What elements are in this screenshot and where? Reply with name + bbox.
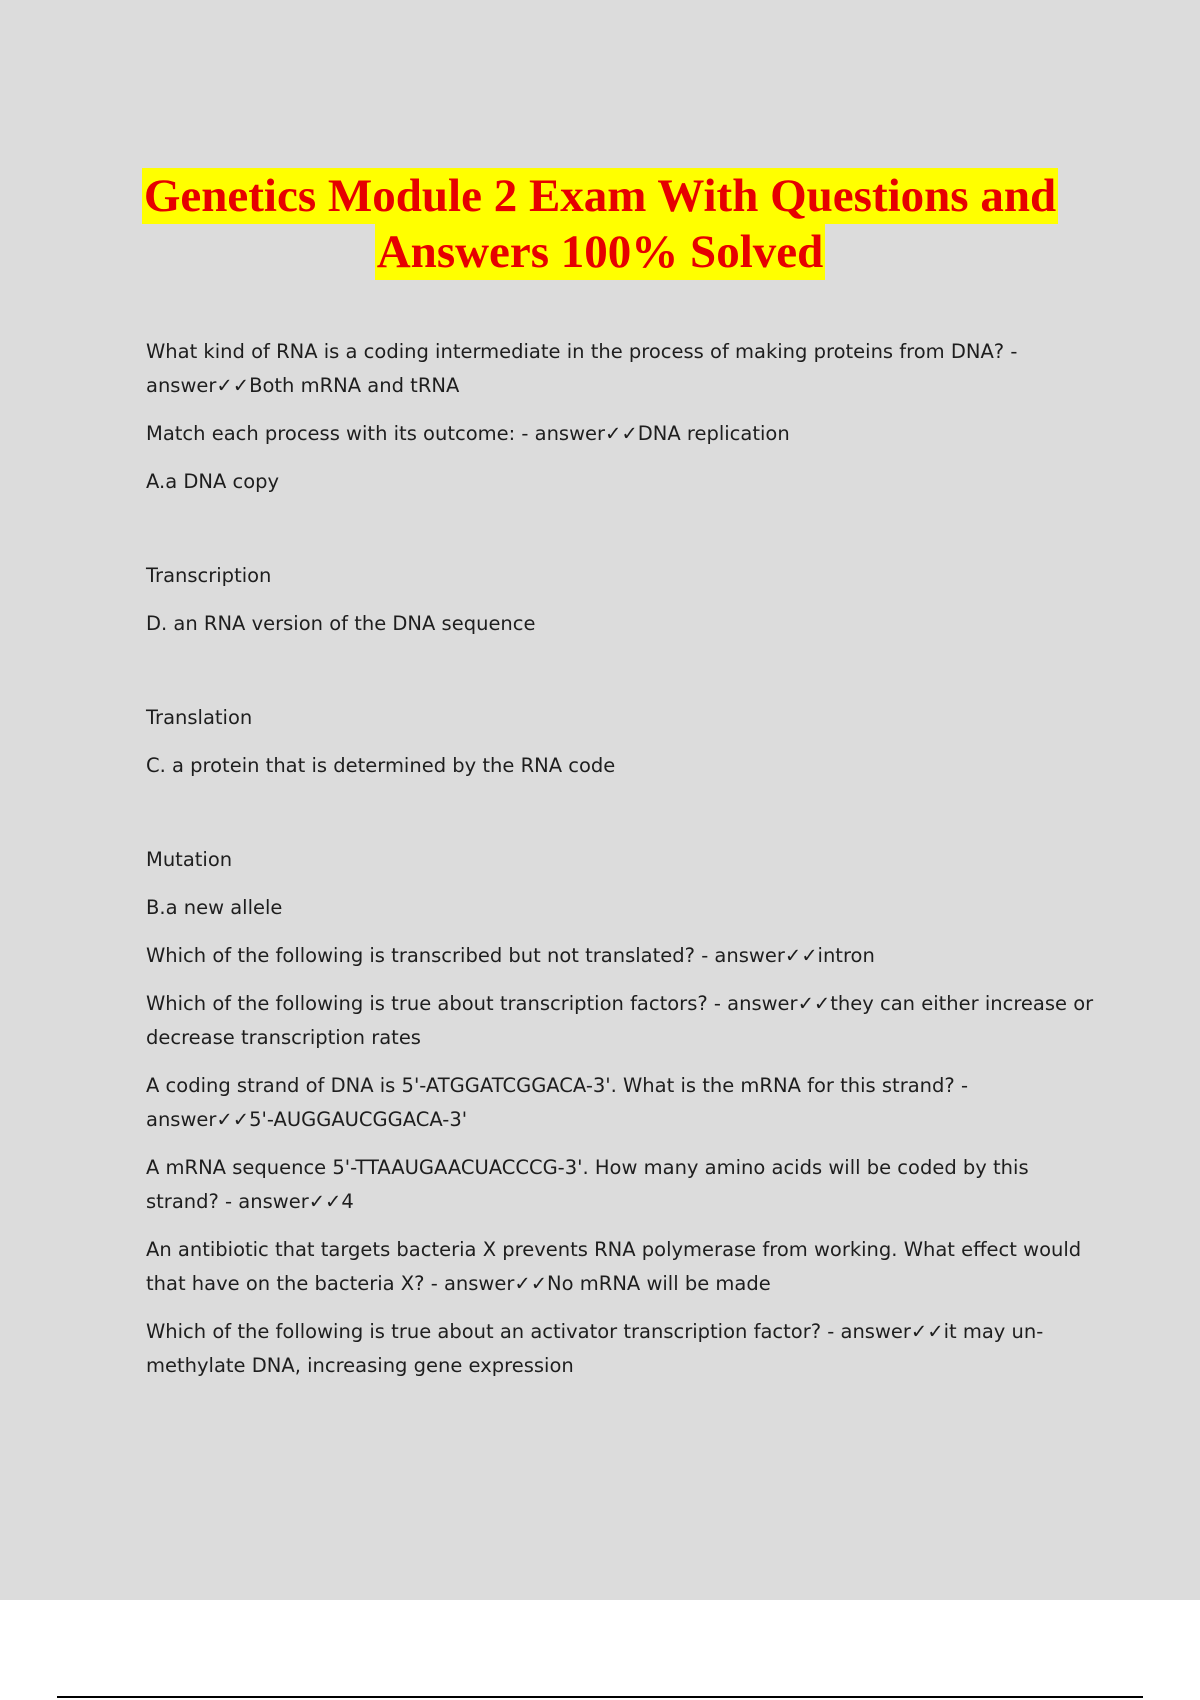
title-line-2: Answers 100% Solved — [376, 226, 824, 278]
qa-paragraph: A coding strand of DNA is 5'-ATGGATCGGACA-3'. What is the mRNA for this strand? - answer✓✓5'-AUGGAUCGGACA-3' — [146, 1074, 968, 1131]
qa-paragraph: A mRNA sequence 5'-TTAAUGAACUACCCG-3'. How many amino acids will be coded by this strand? - answer✓✓4 — [146, 1156, 1029, 1213]
qa-paragraph: An antibiotic that targets bacteria X prevents RNA polymerase from working. What effect would that have on the bacteria X? - answer✓✓No mRNA will be made — [146, 1238, 1082, 1295]
qa-paragraph: Which of the following is true about an activator transcription factor? - answer✓✓it may un-methylate DNA, increasing gene expression — [146, 1320, 1044, 1377]
qa-paragraph: Which of the following is transcribed but not translated? - answer✓✓intron — [146, 944, 875, 967]
match-outcome: B.a new allele — [146, 896, 283, 919]
qa-paragraph: What kind of RNA is a coding intermediate in the process of making proteins from DNA? - answer✓✓Both mRNA and tRNA — [146, 340, 1018, 397]
match-outcome: D. an RNA version of the DNA sequence — [146, 612, 536, 635]
match-process: Transcription — [146, 564, 272, 587]
qa-content — [146, 335, 1096, 1397]
title-line-1: Genetics Module 2 Exam With Questions and — [143, 170, 1057, 222]
match-process: Translation — [146, 706, 253, 729]
match-outcome: A.a DNA copy — [146, 470, 280, 493]
footer-rule — [57, 1696, 1143, 1698]
match-outcome: C. a protein that is determined by the RNA code — [146, 754, 616, 777]
qa-paragraph: Which of the following is true about transcription factors? - answer✓✓they can either increase or decrease transcription rates — [146, 992, 1094, 1049]
qa-paragraph: Match each process with its outcome: - answer✓✓DNA replication — [146, 422, 790, 445]
document-title — [110, 168, 1090, 280]
match-process: Mutation — [146, 848, 233, 871]
